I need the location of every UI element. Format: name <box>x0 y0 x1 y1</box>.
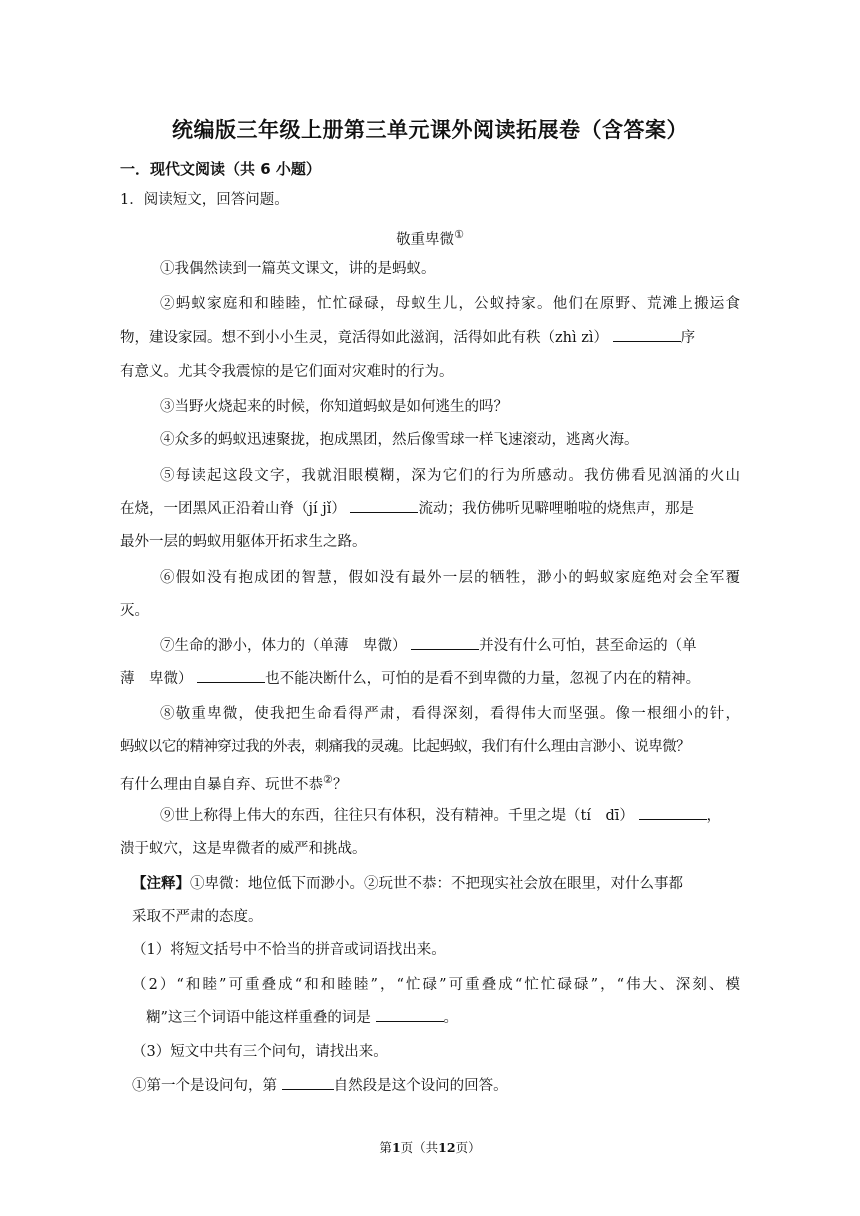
paragraph-line: 溃于蚁穴，这是卑微者的威严和挑战。 <box>120 841 367 857</box>
footer-mid: 页（共 <box>400 1140 439 1155</box>
answer-blank[interactable] <box>282 1077 334 1090</box>
answer-blank[interactable] <box>639 807 707 820</box>
current-page-number: 1 <box>391 1140 401 1155</box>
text-segment: 。 <box>443 1010 459 1026</box>
passage-title <box>120 225 740 250</box>
text-segment: 也不能决断什么，可怕的是看不到卑微的力量，忽视了内在的精神。 <box>265 671 701 687</box>
answer-blank[interactable] <box>197 670 265 683</box>
question-line: （1）将短文括号中不恰当的拼音或词语找出来。 <box>132 942 446 958</box>
text-segment: 自然段是这个设问的回答。 <box>333 1078 508 1094</box>
answer-blank[interactable] <box>350 500 418 513</box>
text-segment: 在烧，一团黑风正沿着山脊（jí jǐ） <box>120 501 346 517</box>
text-segment: 并没有什么可怕，甚至命运的（单 <box>479 638 697 654</box>
paragraph-line: ⑥假如没有抱成团的智慧，假如没有最外一层的牺牲，渺小的蚂蚁家庭绝对会全军覆 <box>160 570 740 586</box>
question-intro: 1．阅读短文，回答问题。 <box>120 192 289 208</box>
paragraph-line <box>120 669 740 689</box>
question-line: （2）“和睦”可重叠成“和和睦睦”，“忙碌”可重叠成“忙忙碌碌”，“伟大、深刻、模 <box>132 977 740 993</box>
paragraph-line <box>120 328 740 348</box>
text-segment: ⑦生命的渺小，体力的（单薄 卑微） <box>160 638 407 654</box>
footer-prefix: 第 <box>379 1140 392 1155</box>
text-segment: ？ <box>332 777 348 793</box>
paragraph-line: ⑧敬重卑微，使我把生命看得严肃，看得深刻，看得伟大而坚强。像一根细小的针， <box>160 706 740 722</box>
paragraph-line <box>120 499 740 519</box>
text-segment: 物，建设家园。想不到小小生灵，竟活得如此滋润，活得如此有秩（zhì zì） <box>120 330 608 346</box>
document-title: 统编版三年级上册第三单元课外阅读拓展卷（含答案） <box>172 118 688 142</box>
text-segment: 薄 卑微） <box>120 671 193 687</box>
paragraph-line <box>120 770 740 795</box>
text-segment: 糊”这三个词语中能这样重叠的词是 <box>146 1010 371 1026</box>
note-line: 采取不严肃的态度。 <box>132 909 263 925</box>
answer-blank[interactable] <box>376 1009 444 1022</box>
note-text: ①卑微：地位低下而渺小。②玩世不恭：不把现实社会放在眼里，对什么事都 <box>190 876 683 892</box>
text-segment: 流动；我仿佛听见噼哩啪啦的烧焦声，那是 <box>418 501 694 517</box>
text-segment: ⑨世上称得上伟大的东西，往往只有体积，没有精神。千里之堤（tí dī） <box>160 808 634 824</box>
paragraph-line <box>120 806 740 826</box>
question-line <box>120 1076 740 1096</box>
question-line: （3）短文中共有三个问句，请找出来。 <box>132 1044 388 1060</box>
paragraph-line: ④众多的蚂蚁迅速聚拢，抱成黑团，然后像雪球一样飞速滚动，逃离火海。 <box>160 432 639 448</box>
paragraph-line: 蚂蚁以它的精神穿过我的外表，刺痛我的灵魂。比起蚂蚁，我们有什么理由言渺小、说卑微？ <box>120 739 690 755</box>
footer-suffix: 页） <box>455 1140 481 1155</box>
paragraph-line: ③当野火烧起来的时候，你知道蚂蚁是如何逃生的吗？ <box>160 399 508 415</box>
footnote-marker: ② <box>323 773 333 786</box>
passage-title-text: 敬重卑微 <box>396 232 455 248</box>
paragraph-line: ②蚂蚁家庭和和睦睦，忙忙碌碌，母蚁生儿，公蚁持家。他们在原野、荒滩上搬运食 <box>160 296 740 312</box>
paragraph-line: 有意义。尤其令我震惊的是它们面对灾难时的行为。 <box>120 364 454 380</box>
page-footer <box>0 1138 860 1156</box>
paragraph-line: 灭。 <box>120 603 149 619</box>
paragraph-line: ①我偶然读到一篇英文课文，讲的是蚂蚁。 <box>160 261 436 277</box>
paragraph-line <box>120 636 740 656</box>
answer-blank[interactable] <box>411 637 479 650</box>
note-line <box>120 874 740 894</box>
note-label: 【注释】 <box>132 875 190 892</box>
paragraph-line: 最外一层的蚂蚁用躯体开拓求生之路。 <box>120 534 367 550</box>
text-segment: 序 <box>680 330 696 346</box>
section-heading: 一．现代文阅读（共 6 小题） <box>120 160 321 178</box>
text-segment: ， <box>706 808 721 824</box>
answer-blank[interactable] <box>613 329 681 342</box>
footnote-marker: ① <box>454 228 464 241</box>
total-page-count: 12 <box>438 1140 456 1155</box>
paragraph-line: ⑤每读起这段文字，我就泪眼模糊，深为它们的行为所感动。我仿佛看见汹涌的火山 <box>160 468 740 484</box>
text-segment: ①第一个是设问句，第 <box>132 1078 277 1094</box>
question-line <box>120 1008 740 1028</box>
text-segment: 有什么理由自暴自弃、玩世不恭 <box>120 777 323 793</box>
